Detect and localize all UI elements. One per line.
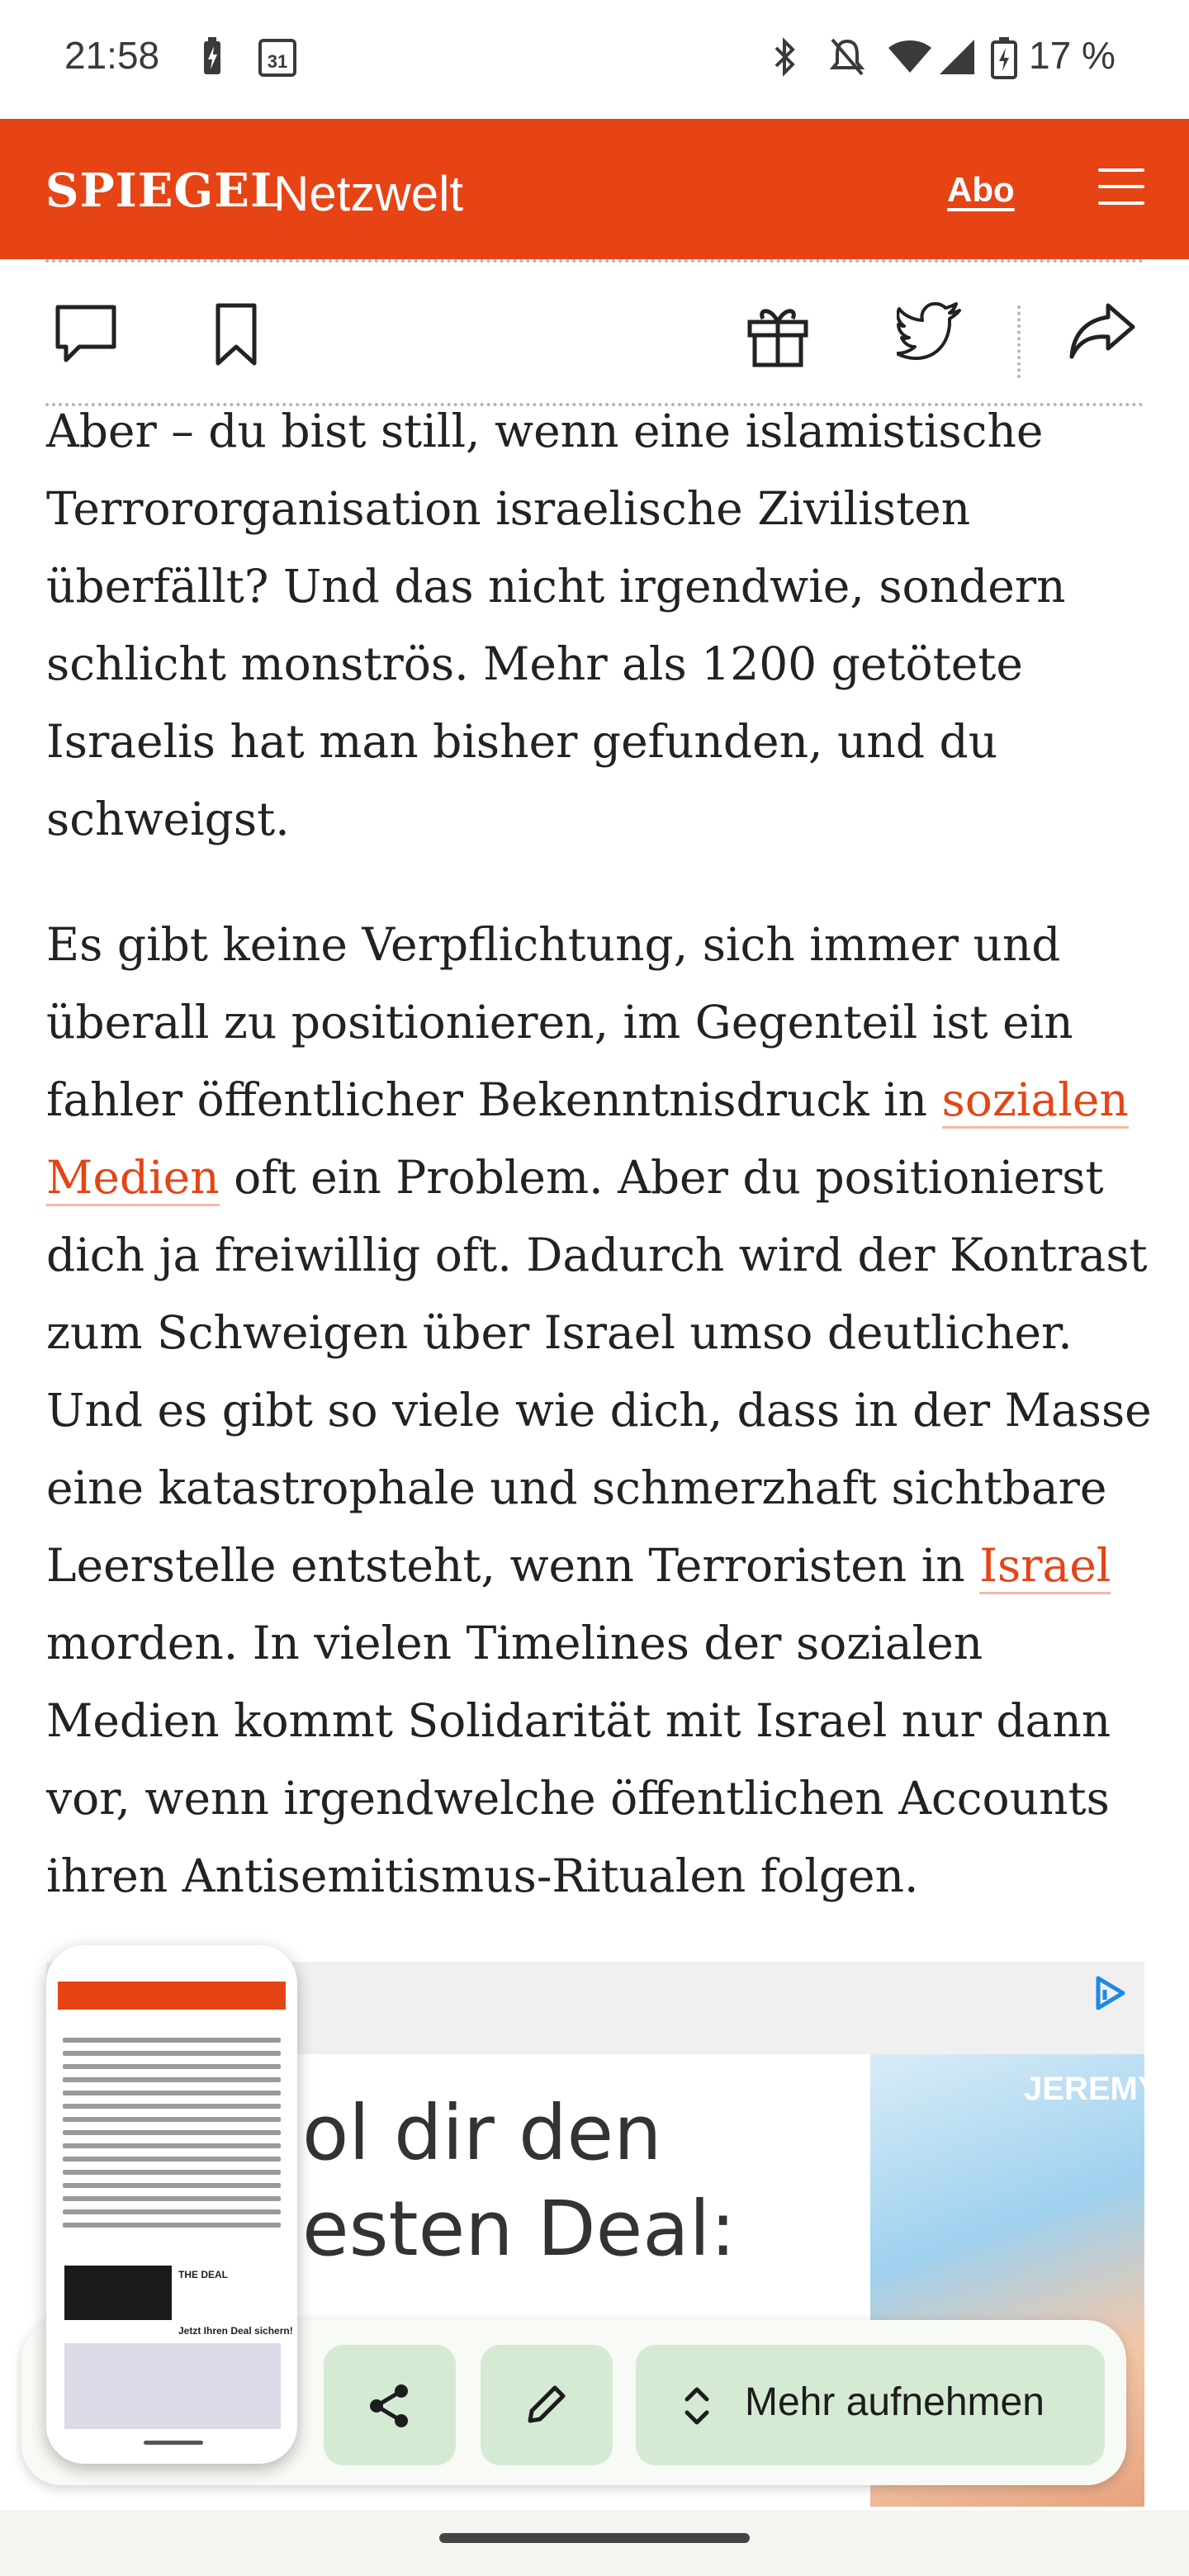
battery-saver-icon <box>200 36 225 78</box>
thumbnail-cta: Jetzt Ihren Deal sichern! <box>178 2325 293 2337</box>
home-handle[interactable] <box>439 2533 750 2543</box>
svg-text:31: 31 <box>267 51 288 72</box>
comment-icon[interactable] <box>54 302 117 365</box>
site-header <box>0 119 1189 259</box>
text-segment: oft ein Problem. Aber du positionierst dich ja freiwillig oft. Dadurch wird der Kontrast zum Schweigen über Israel umso deutlicher. Und es gibt so viele wie dich, dass in der Masse eine katastrophale und schmerzhaft sichtbare Leerstelle entsteht, wenn Terroristen in <box>46 1151 1152 1592</box>
article-paragraph: Aber – du bist still, wenn eine islamistische Terrororganisation israelische Zivilisten überfällt? Und das nicht irgendwie, sondern schlicht monströs. Mehr als 1200 getötete Israelis hat man bisher gefunden, und du schweigst. <box>46 405 1066 845</box>
status-time: 21:58 <box>64 34 160 77</box>
article-body <box>46 392 1153 1963</box>
ad-headline[interactable] <box>302 2086 736 2277</box>
thumbnail-text <box>63 2038 281 2236</box>
share-arrow-icon[interactable] <box>1068 302 1136 360</box>
adchoices-icon[interactable] <box>1092 1975 1128 2011</box>
article-toolbar <box>0 263 1189 403</box>
ad-line: ol dir den <box>302 2089 662 2177</box>
battery-percent: 17 % <box>1029 34 1116 77</box>
capture-more-button[interactable] <box>636 2345 1105 2465</box>
twitter-icon[interactable] <box>897 302 963 360</box>
gift-icon[interactable] <box>746 302 809 368</box>
link-israel[interactable]: Israel <box>979 1539 1111 1594</box>
thumbnail-image <box>64 2266 172 2320</box>
thumbnail-handle <box>144 2441 203 2445</box>
thumbnail-ad <box>64 2343 281 2429</box>
ad-photo-label: JEREMY I <box>1024 2071 1177 2107</box>
edit-button[interactable] <box>481 2345 613 2465</box>
share-icon <box>368 2383 411 2429</box>
abo-link[interactable]: Abo <box>947 170 1015 209</box>
gesture-nav-bar <box>0 2510 1189 2576</box>
signal-icon <box>938 36 976 78</box>
section-title[interactable]: Netzwelt <box>273 166 464 221</box>
link-sozialen-medien[interactable]: sozialen Medien <box>46 1073 1129 1206</box>
hamburger-menu-icon[interactable] <box>1098 168 1144 206</box>
thumbnail-deal-title: THE DEAL <box>178 2269 228 2280</box>
status-bar <box>0 0 1189 119</box>
spiegel-logo[interactable]: SPIEGEL <box>45 163 284 218</box>
article-paragraph <box>46 906 1153 1915</box>
bluetooth-icon <box>771 36 799 78</box>
screenshot-thumbnail[interactable] <box>46 1945 297 2464</box>
calendar-31-icon <box>258 36 297 78</box>
ad-line: esten Deal: <box>302 2185 737 2273</box>
thumbnail-header <box>58 1982 286 2010</box>
bookmark-icon[interactable] <box>213 302 259 368</box>
share-button[interactable] <box>324 2345 456 2465</box>
pencil-icon <box>525 2383 568 2426</box>
capture-more-label: Mehr aufnehmen <box>745 2380 1045 2424</box>
toolbar-separator <box>1017 305 1021 378</box>
mute-icon <box>829 36 865 78</box>
expand-vertical-icon <box>682 2381 712 2431</box>
wifi-icon <box>887 36 933 78</box>
text-segment: morden. In vielen Timelines der sozialen Medien kommt Solidarität mit Israel nur dann vor, wenn irgendwelche öffentlichen Accounts ihren Antisemitismus-Ritualen folgen. <box>46 1617 1111 1902</box>
text-segment: Es gibt keine Verpflichtung, sich immer und überall zu positionieren, im Gegenteil ist ein fahler öffentlicher Bekenntnisdruck in <box>46 918 1073 1126</box>
battery-icon <box>989 36 1019 79</box>
